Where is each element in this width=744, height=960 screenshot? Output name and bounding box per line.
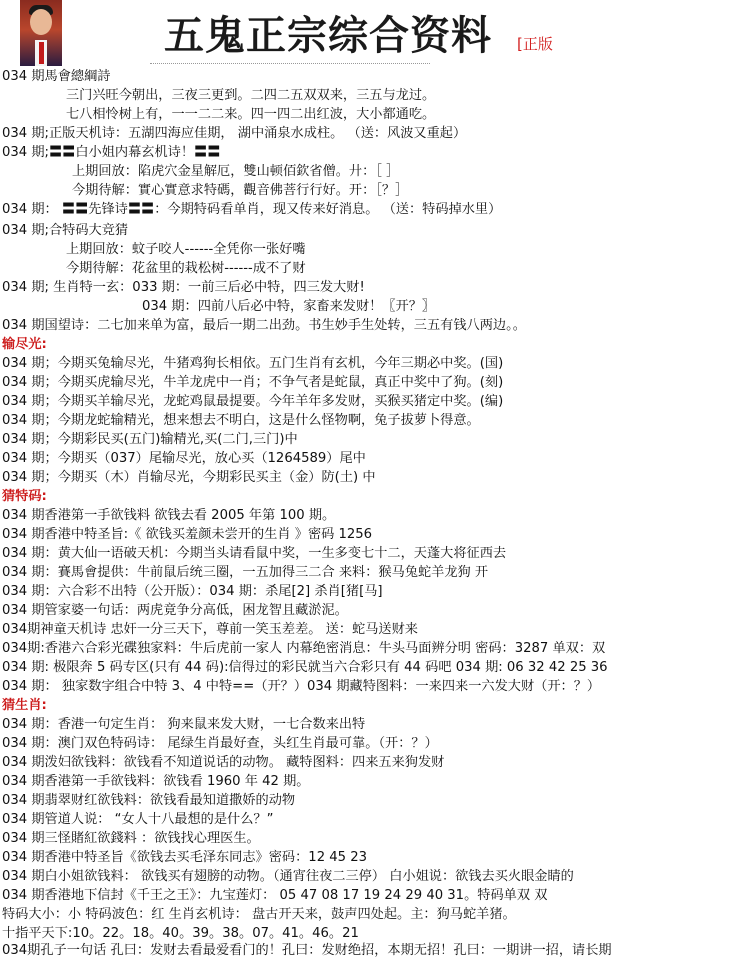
text-line: 034 期香港中特圣旨《欲钱去买毛泽东同志》密码：12 45 23	[2, 850, 368, 865]
text-line: 034 期；今期龙蛇输精光，想来想去不明白，这是什么怪物啊，兔子拔萝卜得意。	[2, 413, 480, 428]
text-line: 034 期；今期买（037）尾输尽光，放心买（1264589）尾中	[2, 451, 366, 466]
avatar-tie	[39, 42, 44, 64]
text-line: 七八相怜树上有，一一二二来。四一四二出红波，大小都通吃。	[66, 107, 436, 122]
text-line: 034 期：澳门双色特码诗： 尾绿生肖最好查，头红生肖最可靠。（开：？）	[2, 736, 438, 751]
text-line: 特码大小：小 特码波色：红 生肖玄机诗： 盘古开天来，鼓声四处起。主：狗马蛇羊猪。	[2, 907, 516, 922]
section-heading-guess-code: 猜特码:	[2, 489, 47, 504]
text-line: 034 期：黄大仙一语破天机：今期当头请看鼠中奖，一生多变七十二，天蓬大将征西去	[2, 546, 507, 561]
text-line: 034 期管道人说： “女人十八最想的是什么？”	[2, 812, 274, 827]
text-line: 034 期；今期买羊输尽光，龙蛇鸡鼠最提要。今年羊年多发财，买猴买猪定中奖。(编)	[2, 394, 504, 409]
text-line: 034 期; 生肖特一玄：033 期：一前三后必中特，四三发大财!	[2, 280, 365, 295]
text-line: 034 期三怪賭紅欲錢料 ：欲钱找心理医生。	[2, 831, 260, 846]
page-header	[0, 0, 744, 70]
text-line: 034期孔子一句话 孔曰：发财去看最爱看门的！孔曰：发财绝招，本期无招！孔曰：一期讲一招，请长期	[2, 943, 612, 958]
text-line: 034 期；今期买（木）肖输尽光，今期彩民买主（金）防(土) 中	[2, 470, 376, 485]
text-line: 034 期馬會總綱詩	[2, 69, 111, 84]
text-line: 034 期管家婆一句话：两虎竟争分高低，困龙智且藏淤泥。	[2, 603, 348, 618]
text-line: 034 期香港第一手欲钱料 欲钱去看 2005 年第 100 期。	[2, 508, 336, 523]
text-line: 034期神童天机诗 忠奸一分三天下，尊前一笑玉差差。 送：蛇马送财来	[2, 622, 418, 637]
text-line: 034 期;正版天机诗：五湖四海应佳期， 湖中涌泉水成柱。 （送：风波又重起）	[2, 126, 467, 141]
text-line: 034 期： 〓〓先锋诗〓〓：今期特码看单肖，现又传来好消息。 （送：特码掉水里）	[2, 202, 502, 217]
faded-subtitle-rule	[150, 63, 430, 68]
author-photo	[20, 0, 62, 66]
text-line: 034 期：賽馬會提供：牛前鼠后统三圈，一五加得三二合 来料：猴马兔蛇羊龙狗 开	[2, 565, 489, 580]
section-heading-guess-zodiac: 猜生肖:	[2, 698, 47, 713]
text-line: 上期回放：陷虎穴金星解厄，雙山顿佰欽省僧。廾：［ ］	[72, 164, 400, 179]
text-line: 034 期;合特码大竞猜	[2, 223, 129, 238]
text-line: 上期回放：蚊子咬人------全凭你一张好嘴	[66, 242, 306, 257]
text-line: 034 期：香港一句定生肖： 狗来鼠来发大财，一七合数来出特	[2, 717, 366, 732]
text-line: 034 期香港第一手欲钱料：欲钱看 1960 年 42 期。	[2, 774, 310, 789]
text-line: 034 期：四前八后必中特，家畜来发财！〖开？〗	[142, 299, 436, 314]
text-line: 034 期；今期买虎输尽光，牛羊龙虎中一肖；不争气者是蛇鼠，真正中奖中了狗。(刻)	[2, 375, 504, 390]
text-line: 034 期；今期买兔输尽光，牛猪鸡狗长相依。五门生肖有玄机，今年三期必中奖。(国)	[2, 356, 504, 371]
text-line: 034 期国望诗：二七加来单为富，最后一期二出劲。书生妙手生处转，三五有钱八两边。。	[2, 318, 526, 333]
text-line: 034 期泼妇欲钱料：欲钱看不知道说话的动物。 藏特图料：四来五来狗发财	[2, 755, 445, 770]
text-line: 034 期: 极限奔 5 码专区(只有 44 码):信得过的彩民就当六合彩只有 44 码吧 034 期: 06 32 42 25 36	[2, 660, 608, 675]
avatar-face	[30, 9, 52, 35]
version-badge: [正版	[517, 35, 553, 53]
text-line: 今期待解：實心實意求特碼，觀音佛菩行行好。开：［？］	[72, 183, 409, 198]
text-line: 034 期： 独家数字组合中特 3、4 中特==（开？）034 期藏特图料：一来四来一六发大财（开：？）	[2, 679, 601, 694]
text-line: 三门兴旺今朝出，三夜三更到。二四二五双双来，三五与龙过。	[66, 88, 436, 103]
text-line: 今期待解：花盆里的栽松树------成不了财	[66, 261, 306, 276]
page-title: 五鬼正宗综合资料	[164, 12, 492, 59]
text-line: 十指平天下:10。22。18。40。39。38。07。41。46。21	[2, 926, 359, 941]
section-heading-lose: 输尽光:	[2, 337, 47, 352]
text-line: 034 期翡翠财红欲钱料：欲钱看最知道撒娇的动物	[2, 793, 296, 808]
text-line: 034 期；今期彩民买(五门)输精光,买(二门,三门)中	[2, 432, 298, 447]
text-line: 034 期白小姐欲钱料： 欲钱买有翅膀的动物。（通宵往夜二三停） 白小姐说：欲钱去买火眼金睛的	[2, 869, 574, 884]
text-line: 034 期;〓〓白小姐内幕玄机诗！〓〓	[2, 145, 221, 160]
text-line: 034 期：六合彩不出特（公开版）：034 期：杀尾[2] 杀肖[猪[马]	[2, 584, 383, 599]
text-line: 034 期香港中特圣旨:《 欲钱买羞颜未尝开的生肖 》密码 1256	[2, 527, 373, 542]
text-line: 034期:香港六合彩光碟独家料：牛后虎前一家人 内幕绝密消息：牛头马面辨分明 密码：3287 单双：双	[2, 641, 606, 656]
text-line: 034 期香港地下信封《千王之王》：九宝莲灯： 05 47 08 17 19 24 29 40 31。特码单双 双	[2, 888, 548, 903]
